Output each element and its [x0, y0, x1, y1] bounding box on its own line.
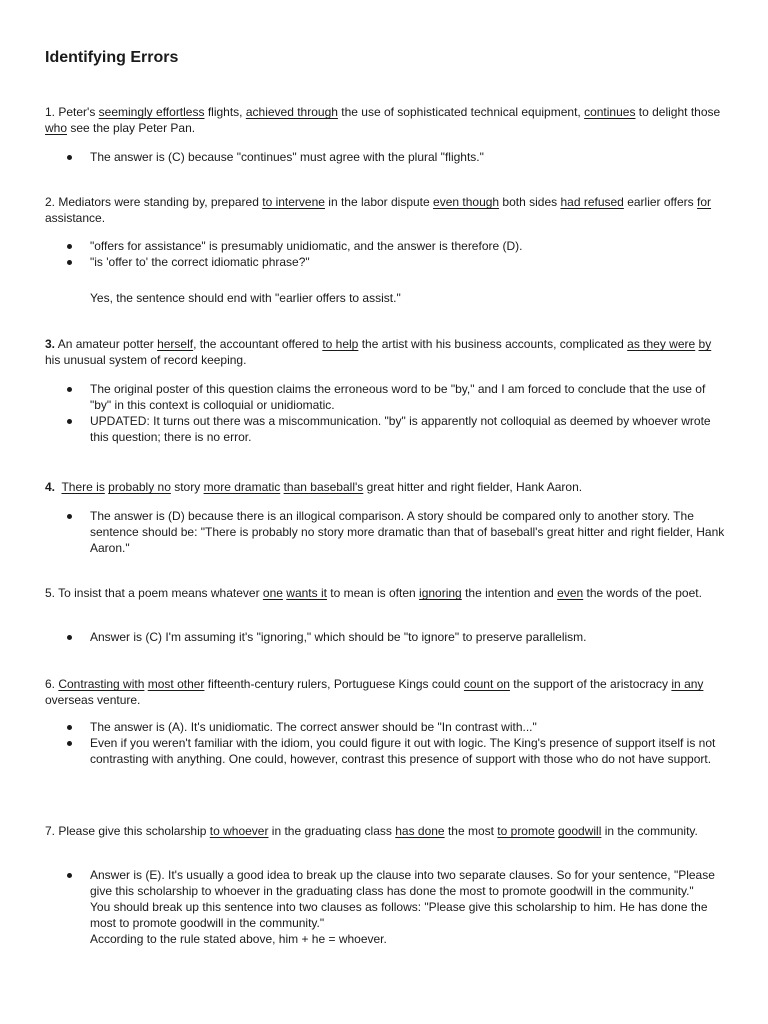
q6-underlined-b: most other — [147, 677, 205, 691]
answer-bullet: UPDATED: It turns out there was a miscommunication. "by" is apparently not colloquial as deemed by whoever wrote this question; there is no error. — [45, 413, 725, 445]
q6-underlined-c: count on — [463, 677, 510, 691]
q6-underlined-a: Contrasting with — [58, 677, 145, 691]
q7-underlined-d: goodwill — [558, 824, 602, 838]
q6-text: fifteenth-century rulers, Portuguese Kings could — [204, 677, 464, 691]
q1-underlined-a: seemingly effortless — [98, 105, 205, 119]
q2-text: 2. Mediators were standing by, prepared — [45, 195, 263, 209]
q3-text: An amateur potter — [55, 337, 158, 351]
q3-underlined-c: as they were — [627, 337, 696, 351]
q5-text: the intention and — [461, 586, 558, 600]
q2-text: earlier offers — [623, 195, 698, 209]
q6-underlined-d: in any — [671, 677, 704, 691]
question-2 — [45, 194, 725, 226]
q3-text: his unusual system of record keeping. — [45, 353, 247, 367]
q4-underlined-b: probably no — [108, 480, 171, 494]
q3-answer-list — [45, 381, 725, 445]
q7-text: in the community. — [601, 824, 698, 838]
q6-text: the support of the aristocracy — [509, 677, 672, 691]
q3-underlined-b: to help — [322, 337, 359, 351]
q4-answer-list — [45, 508, 725, 556]
q1-text: 1. Peter's — [45, 105, 99, 119]
q5-underlined-b: wants it — [286, 586, 327, 600]
q1-text: to delight those — [635, 105, 721, 119]
q4-underlined-c: more dramatic — [203, 480, 281, 494]
q6-answer-list — [45, 719, 725, 767]
question-5 — [45, 585, 725, 601]
q1-text: the use of sophisticated technical equipment, — [337, 105, 585, 119]
q4-underlined-a: There is — [61, 480, 105, 494]
answer-bullet: The answer is (C) because "continues" must agree with the plural "flights." — [45, 149, 725, 165]
q1-text: see the play Peter Pan. — [67, 121, 196, 135]
q7-answer-list — [45, 867, 725, 947]
answer-line: Answer is (E). It's usually a good idea to break up the clause into two separate clauses. So for your sentence, "Please give this scholarship to whoever in the graduating class has done the most to promote goodwill in the community." — [90, 868, 715, 898]
q5-text: to mean is often — [326, 586, 420, 600]
page-title: Identifying Errors — [45, 49, 179, 66]
q3-text: , the accountant offered — [193, 337, 323, 351]
q4-text: story — [170, 480, 204, 494]
q5-text: 5. To insist that a poem means whatever — [45, 586, 263, 600]
q3-number: 3. — [45, 337, 56, 351]
q2-text: in the labor dispute — [324, 195, 434, 209]
answer-bullet: "offers for assistance" is presumably unidiomatic, and the answer is therefore (D). — [45, 238, 725, 254]
q1-answer-list — [45, 149, 725, 165]
q1-underlined-c: continues — [584, 105, 636, 119]
question-4 — [45, 479, 725, 495]
q5-underlined-a: one — [262, 586, 283, 600]
q2-underlined-b: even though — [433, 195, 500, 209]
answer-bullet: The answer is (A). It's unidiomatic. The correct answer should be "In contrast with..." — [45, 719, 725, 735]
q7-text: in the graduating class — [268, 824, 396, 838]
question-6 — [45, 676, 725, 708]
q4-underlined-d: than baseball's — [283, 480, 364, 494]
answer-bullet: The original poster of this question claims the erroneous word to be "by," and I am forced to conclude that the use of "by" in this context is colloquial or unidiomatic. — [45, 381, 725, 413]
question-3 — [45, 336, 725, 368]
q4-text: great hitter and right fielder, Hank Aaron. — [363, 480, 583, 494]
q6-text: overseas venture. — [45, 693, 141, 707]
q7-text: 7. Please give this scholarship — [45, 824, 210, 838]
q2-text: both sides — [499, 195, 561, 209]
q6-text: 6. — [45, 677, 59, 691]
q2-underlined-c: had refused — [560, 195, 624, 209]
question-1 — [45, 104, 725, 136]
answer-line: You should break up this sentence into two clauses as follows: "Please give this scholarship to him. He has done the most to promote goodwill in the community." — [90, 900, 708, 930]
q7-underlined-b: has done — [395, 824, 445, 838]
q7-text: the most — [444, 824, 498, 838]
q2-answer-list — [45, 238, 725, 270]
q3-underlined-a: herself — [157, 337, 194, 351]
q5-answer-list — [45, 629, 725, 645]
q7-underlined-a: to whoever — [209, 824, 269, 838]
q2-underlined-d: for — [697, 195, 712, 209]
answer-bullet: The answer is (D) because there is an illogical comparison. A story should be compared only to another story. The sentence should be: "There is probably no story more dramatic than that of baseball's great hitter and right fielder, Hank Aaron." — [45, 508, 725, 556]
q1-text: flights, — [204, 105, 246, 119]
q3-text: the artist with his business accounts, complicated — [358, 337, 628, 351]
q1-underlined-d: who — [45, 121, 68, 135]
q3-underlined-d: by — [698, 337, 712, 351]
q2-text: assistance. — [45, 211, 106, 225]
q1-underlined-b: achieved through — [245, 105, 338, 119]
q5-underlined-d: even — [557, 586, 584, 600]
q4-number: 4. — [45, 480, 56, 494]
answer-bullet: "is 'offer to' the correct idiomatic phrase?" — [45, 254, 725, 270]
q7-underlined-c: to promote — [497, 824, 555, 838]
q2-note: Yes, the sentence should end with "earlier offers to assist." — [90, 291, 401, 305]
q5-underlined-c: ignoring — [419, 586, 462, 600]
answer-bullet — [45, 867, 725, 947]
answer-line: According to the rule stated above, him + he = whoever. — [90, 932, 387, 946]
question-7 — [45, 823, 725, 839]
answer-bullet: Answer is (C) I'm assuming it's "ignoring," which should be "to ignore" to preserve parallelism. — [45, 629, 725, 645]
answer-bullet: Even if you weren't familiar with the idiom, you could figure it out with logic. The King's presence of support itself is not contrasting with anything. One could, however, contrast this presence of support with those who do not have support. — [45, 735, 725, 767]
q5-text: the words of the poet. — [583, 586, 702, 600]
q2-underlined-a: to intervene — [262, 195, 325, 209]
